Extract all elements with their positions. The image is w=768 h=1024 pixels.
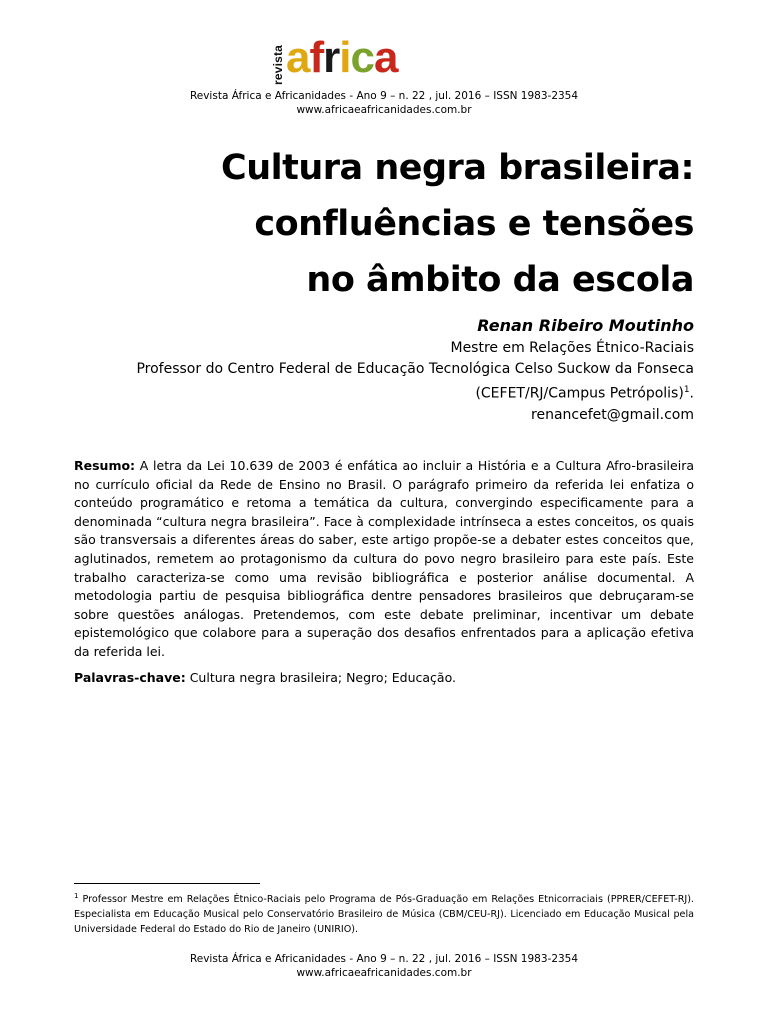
journal-logo <box>271 33 496 90</box>
title-line-1: Cultura negra brasileira: <box>221 148 694 188</box>
header-journal-info: Revista África e Africanidades - Ano 9 – n. 22 , jul. 2016 – ISSN 1983-2354 <box>189 90 579 102</box>
keywords <box>74 669 694 687</box>
keywords-label: Palavras-chave: <box>74 670 186 685</box>
footnote-text: Professor Mestre em Relações Étnico-Raciais pelo Programa de Pós-Graduação em Relações Etnicorraciais (PPRER/CEFET-RJ). Especialista em Educação Musical pelo Conservatório Brasileiro de Música (CBM/CEU-RJ). Licenciado em Educação Musical pela Universidade Federal do Estado do Rio de Janeiro (UNIRIO). <box>74 894 694 936</box>
keywords-text: Cultura negra brasileira; Negro; Educação. <box>185 670 456 685</box>
footnote-reference: 1 <box>683 385 690 395</box>
footer-website: www.africaeafricanidades.com.br <box>296 967 472 979</box>
footer-journal-info: Revista África e Africanidades - Ano 9 – n. 22 , jul. 2016 – ISSN 1983-2354 <box>189 953 579 965</box>
abstract-label: Resumo: <box>74 458 136 473</box>
article-title <box>221 140 694 308</box>
abstract-text: A letra da Lei 10.639 de 2003 é enfática ao incluir a História e a Cultura Afro-brasileira no currículo oficial da Rede de Ensino no Brasil. O parágrafo primeiro da referida lei enfatiza o conteúdo programático e retoma a temática da cultura, convergindo especificamente para a denominada “cultura negra brasileira”. Face à complexidade intrínseca a estes conceitos, os quais são transversais a diferentes áreas do saber, este artigo propõe-se a debater estes conceitos que, aglutinados, remetem ao protagonismo da cultura do povo negro brasileiro para este país. Este trabalho caracteriza-se como uma revisão bibliográfica e posterior análise documental. A metodologia partiu de pesquisa bibliográfica dentre pensadores brasileiros que debruçaram-se sobre questões análogas. Pretendemos, com este debate preliminar, incentivar um debate epistemológico que colabore para a superação dos desafios enfrentados para a aplicação efetiva da referida lei. <box>74 458 694 659</box>
title-line-2: confluências e tensões <box>254 204 694 244</box>
logo-africa-text: africa <box>286 33 398 82</box>
abstract <box>74 457 694 662</box>
header-website: www.africaeafricanidades.com.br <box>296 104 472 116</box>
title-line-3: no âmbito da escola <box>306 260 694 300</box>
author-position: Professor do Centro Federal de Educação Tecnológica Celso Suckow da Fonseca <box>136 361 694 377</box>
footnote-mark: 1 <box>74 892 79 900</box>
author-degree: Mestre em Relações Étnico-Raciais <box>450 340 694 356</box>
author-name: Renan Ribeiro Moutinho <box>477 316 694 335</box>
author-email: renancefet@gmail.com <box>531 406 694 423</box>
author-campus: (CEFET/RJ/Campus Petrópolis) <box>475 385 684 402</box>
author-campus-period: . <box>689 385 694 402</box>
logo-revista-text: revista <box>271 44 286 86</box>
author-block <box>136 314 694 426</box>
footnote <box>74 889 694 937</box>
author-campus-line <box>136 380 694 405</box>
footnote-divider <box>74 883 260 884</box>
